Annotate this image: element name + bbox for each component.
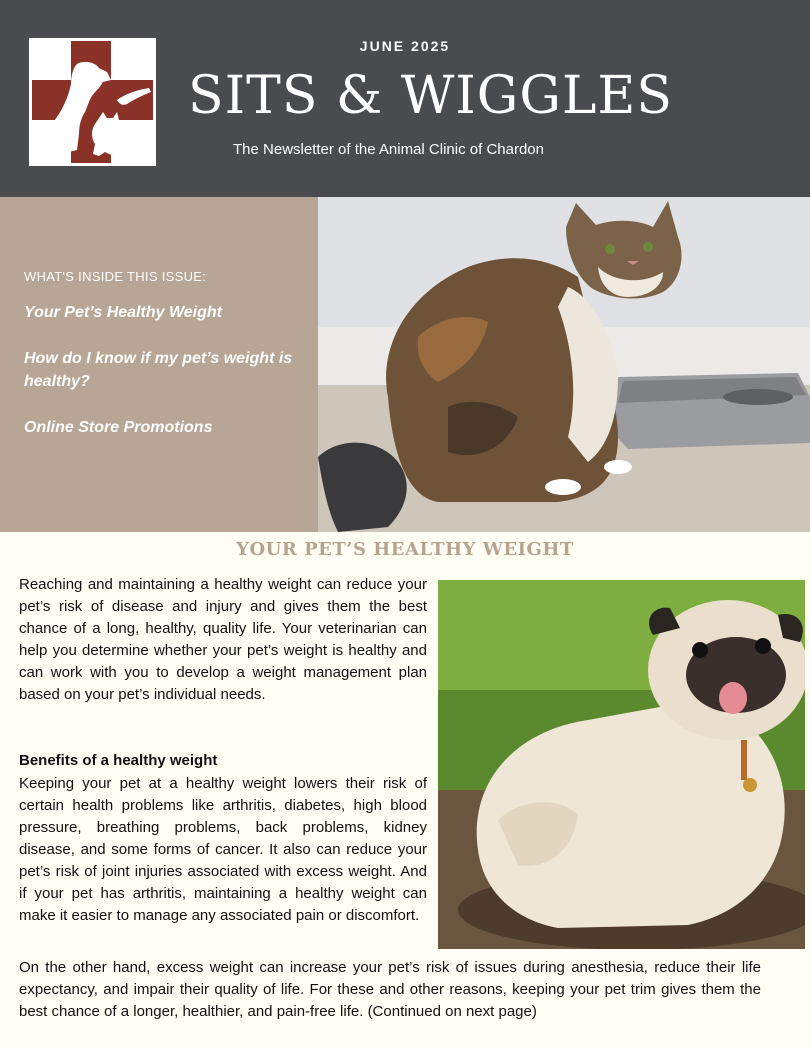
pug-photo xyxy=(438,580,805,949)
toc-heading: WHAT'S INSIDE THIS ISSUE: xyxy=(24,269,207,284)
table-of-contents xyxy=(0,197,318,532)
clinic-logo xyxy=(29,38,156,166)
newsletter-header xyxy=(0,0,810,197)
toc-item-healthy-weight[interactable]: Your Pet’s Healthy Weight xyxy=(24,304,222,321)
hero-cat-photo xyxy=(318,197,810,532)
article-title: YOUR PET’S HEALTHY WEIGHT xyxy=(236,539,574,560)
pug-dog-image xyxy=(438,580,805,949)
newsletter-subtitle: The Newsletter of the Animal Clinic of Chardon xyxy=(233,141,544,158)
toc-item-know-weight[interactable]: How do I know if my pet’s weight is healthy? xyxy=(24,350,293,390)
cat-on-scale-image xyxy=(318,197,810,532)
pet-silhouette-icon xyxy=(29,38,156,166)
toc-item-store-promotions[interactable]: Online Store Promotions xyxy=(24,419,213,436)
issue-date: JUNE 2025 xyxy=(359,38,451,54)
benefits-text: Keeping your pet at a healthy weight lowers their risk of certain health problems like arthritis, diabetes, high blood pressure, breathing problems, back problems, kidney disease, and some forms of cancer. It also can reduce your pet’s risk of joint injuries associated with excess weight. And if your pet has arthritis, maintaining a healthy weight can make it easier to manage any associated pain or discomfort. xyxy=(19,775,427,924)
newsletter-title: SITS & WIGGLES xyxy=(188,66,673,126)
benefits-heading: Benefits of a healthy weight xyxy=(19,752,218,769)
article-intro: Reaching and maintaining a healthy weight can reduce your pet’s risk of disease and injury and gives them the best chance of a long, healthy, quality life. Your veterinarian can help you determine whether your pet’s weight is healthy and can work with you to develop a weight management plan based on your pet’s individual needs. xyxy=(19,576,427,703)
article-closing: On the other hand, excess weight can increase your pet’s risk of issues during anesthesia, reduce their life expectancy, and impair their quality of life. For these and other reasons, keeping your pet trim gives them the best chance of a longer, healthier, and pain-free life. (Continued on next page) xyxy=(19,959,761,1020)
